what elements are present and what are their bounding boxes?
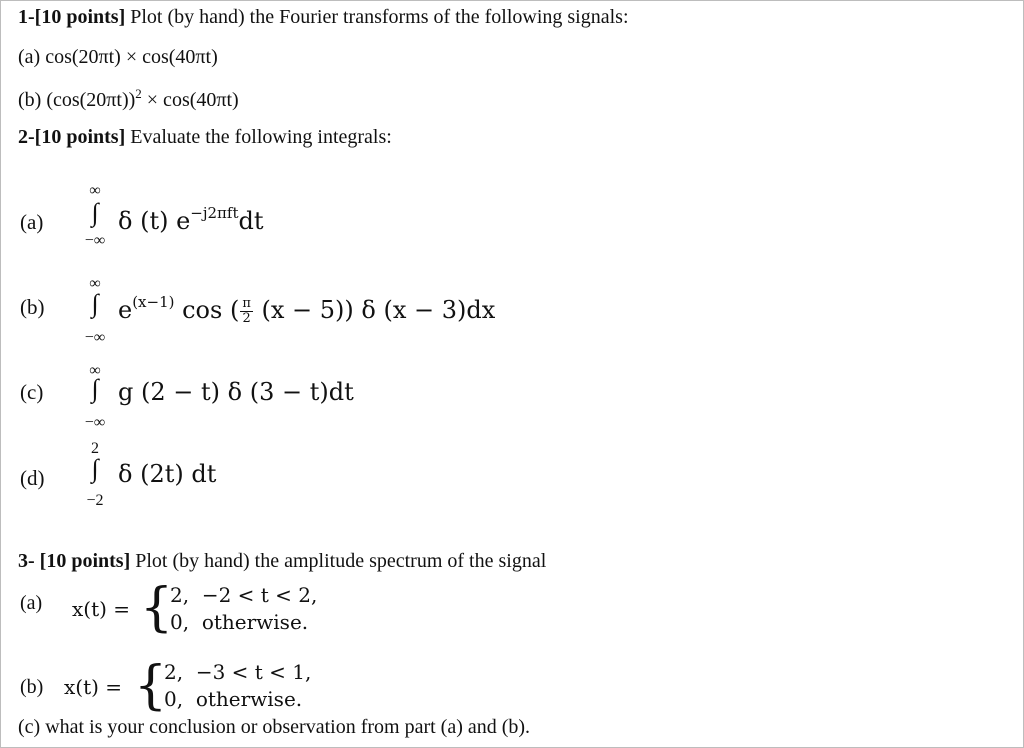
q3-b-brace: { xyxy=(134,656,168,716)
q3-b-lhs: x(t) = xyxy=(64,675,123,699)
q3-a-case2 xyxy=(170,609,308,636)
q2-integral-c: (c) ∞ ∫ −∞ g (2 − t) δ (3 − t)dt xyxy=(20,362,354,431)
q3-b-v2: 0, xyxy=(164,687,184,711)
q2-b-expression xyxy=(118,293,495,326)
q2-b-mid: cos ( xyxy=(174,296,240,324)
q2-a-post: dt xyxy=(238,207,264,235)
q2-c-lower: −∞ xyxy=(84,414,106,431)
q1-part-b xyxy=(18,86,239,112)
q1-heading xyxy=(18,6,629,29)
q2-b-den: 2 xyxy=(242,311,251,326)
q2-a-upper: ∞ xyxy=(89,182,101,199)
q3-heading xyxy=(18,550,546,573)
q3-text: Plot (by hand) the amplitude spectrum of the signal xyxy=(130,550,547,572)
q3-a-v1: 2, xyxy=(170,583,190,607)
q3-a-v2: 0, xyxy=(170,610,190,634)
q3-a-lhs: x(t) = xyxy=(72,597,131,621)
q3-a-brace: { xyxy=(140,578,174,638)
q2-heading xyxy=(18,126,392,149)
q2-b-pre: e xyxy=(118,296,133,324)
q2-b-post: (x − 5)) δ (x − 3)dx xyxy=(253,296,496,324)
q2-integral-b: (b) ∞ ∫ −∞ $e^{(x-1)}$ cos ( $\frac{\pi}{2}$ (x − 5)) δ (x − 3)dx xyxy=(20,275,496,346)
q2-d-label: (d) xyxy=(20,466,45,490)
q1-b-post: × cos(40πt) xyxy=(141,89,239,111)
q3-b-c1: −3 < t < 1, xyxy=(195,660,312,684)
q2-b-sup: (x−1) xyxy=(132,293,175,311)
q2-b-num: π xyxy=(242,296,251,311)
q2-c-expression: g (2 − t) δ (3 − t)dt xyxy=(118,378,354,406)
q3-a-case1 xyxy=(170,582,317,609)
q2-a-lower: −∞ xyxy=(84,232,106,249)
q2-b-lower: −∞ xyxy=(84,329,106,346)
q3-a-c1: −2 < t < 2, xyxy=(201,583,318,607)
q2-a-label: (a) xyxy=(20,210,44,234)
q2-b-upper: ∞ xyxy=(89,275,101,292)
q2-b-fraction xyxy=(240,297,253,326)
q2-integral-d: (d) 2 ∫ −2 δ (2t) dt xyxy=(20,440,217,509)
q1-text: Plot (by hand) the Fourier transforms of the following signals: xyxy=(125,6,629,28)
q3-b-label: (b) xyxy=(20,676,44,698)
q3-a-label: (a) xyxy=(20,592,43,614)
q2-b-label: (b) xyxy=(20,295,45,319)
q3-part-c: (c) what is your conclusion or observation from part (a) and (b). xyxy=(18,716,531,738)
q3-points: 3- [10 points] xyxy=(18,550,131,572)
q1-b-sup: 2 xyxy=(135,86,142,101)
q2-d-upper: 2 xyxy=(91,440,99,457)
q2-a-expression xyxy=(118,204,264,235)
q3-b-c2: otherwise. xyxy=(195,687,303,711)
q2-points: 2-[10 points] xyxy=(18,126,126,148)
q2-text: Evaluate the following integrals: xyxy=(125,126,392,148)
q2-a-pre: δ (t) e xyxy=(118,207,191,235)
q3-b-case1 xyxy=(164,659,311,686)
q2-a-sup: −j2πft xyxy=(190,204,239,222)
q3-a-c2: otherwise. xyxy=(201,610,309,634)
q2-integral-a: (a) ∞ ∫ −∞ δ (t) $e^{-j2\pi ft}dt$ xyxy=(20,182,264,249)
q1-part-a: (a) cos(20πt) × cos(40πt) xyxy=(18,46,218,68)
q2-c-upper: ∞ xyxy=(89,362,101,379)
q1-points: 1-[10 points] xyxy=(18,6,126,28)
q2-c-label: (c) xyxy=(20,380,44,404)
q1-b-pre: (b) (cos(20πt)) xyxy=(18,89,136,111)
q2-d-expression: δ (2t) dt xyxy=(118,460,217,488)
q3-b-case2 xyxy=(164,686,302,713)
q2-d-lower: −2 xyxy=(86,492,104,509)
q3-b-v1: 2, xyxy=(164,660,184,684)
